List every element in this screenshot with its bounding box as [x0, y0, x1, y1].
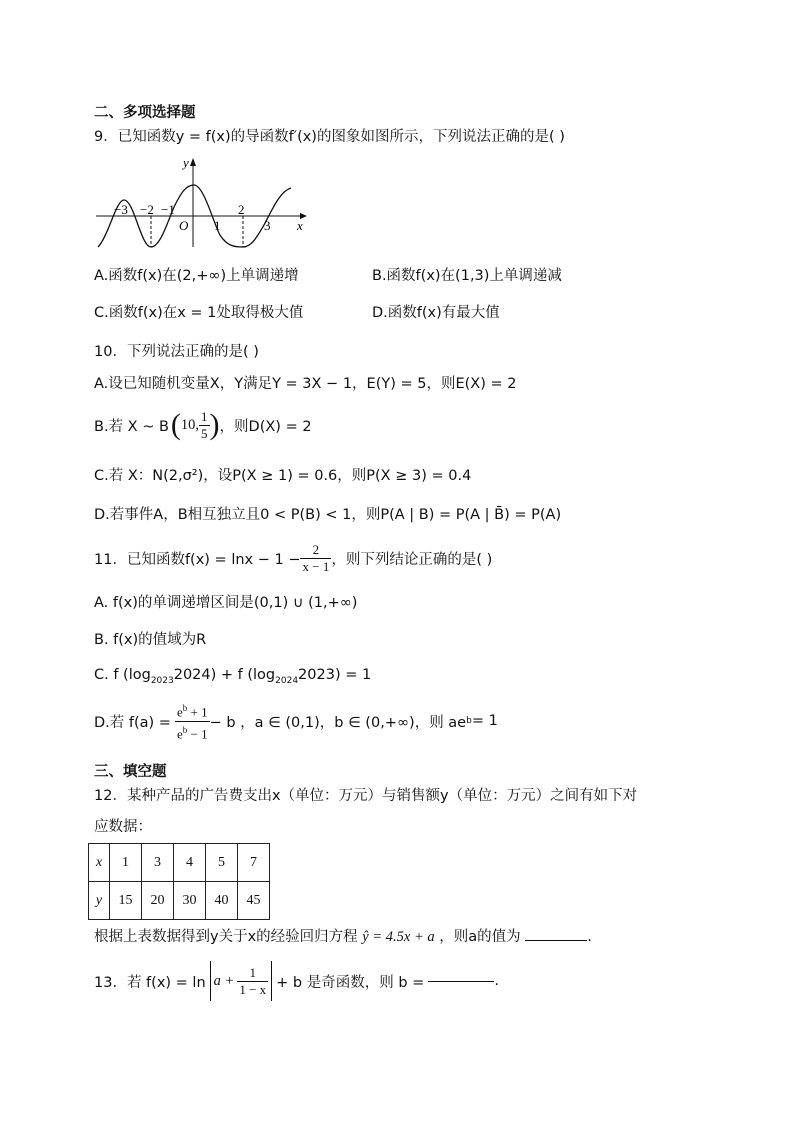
q11-frac-num: 2 [300, 542, 331, 559]
tick-neg1: −1 [161, 202, 175, 217]
y-axis-arrow [190, 158, 196, 166]
q10-b-paren-open: ( [170, 408, 181, 441]
q12-after-table [94, 925, 592, 946]
origin-label: O [179, 218, 189, 233]
q13-frac-num: 1 [237, 965, 268, 982]
tick-neg3: −3 [114, 202, 128, 217]
q11-d-fraction [175, 700, 210, 742]
table-cell: 3 [142, 844, 174, 882]
q10-option-b [94, 405, 312, 445]
q9-option-b: B.函数f(x)在(1,3)上单调递减 [372, 268, 562, 284]
table-cell: 45 [238, 882, 270, 920]
tick-3: 3 [264, 218, 271, 233]
q10-b-fraction [199, 409, 210, 442]
q11-frac-den: x − 1 [302, 558, 330, 574]
table-row-x [89, 844, 270, 882]
q13-abs-a: a + [213, 972, 235, 989]
q10-option-c: C.若 X：N(2,σ²)，设P(X ≥ 1) = 0.6，则P(X ≥ 3) = 0.4 [94, 468, 472, 484]
q10-b-paren-close: ) [209, 408, 220, 441]
q10-b-post: ，则D(X) = 2 [219, 418, 312, 435]
q9-option-c: C.函数f(x)在x = 1处取得极大值 [94, 305, 304, 321]
y-axis-label: y [183, 155, 189, 170]
tick-1: 1 [214, 218, 221, 233]
table-cell: 40 [206, 882, 238, 920]
q13-stem [94, 959, 499, 1003]
q13-end: . [494, 973, 499, 989]
table-cell: 15 [110, 882, 142, 920]
q11-d-post-sup: b [466, 716, 472, 726]
x-axis-label: x [297, 218, 303, 233]
q11-c-pre: C. f (log [94, 667, 151, 683]
q12-after-pre: 根据上表数据得到y关于x的经验回归方程 [94, 929, 358, 945]
tick-neg2: −2 [140, 202, 154, 217]
q13-answer-blank[interactable] [428, 981, 494, 982]
q11-c-sub2: 2024 [275, 675, 299, 686]
table-cell: 1 [110, 844, 142, 882]
q13-frac-den: 1 − x [239, 981, 267, 997]
table-cell: 5 [206, 844, 238, 882]
q11-stem-pre: 11．已知函数f(x) = lnx − 1 − [94, 551, 301, 568]
table-cell: x [89, 844, 110, 882]
q11-d-frac-den: $e^b - 1$ [176, 724, 208, 741]
table-cell: 4 [174, 844, 206, 882]
table-cell: 30 [174, 882, 206, 920]
q9-option-a: A.函数f(x)在(2,+∞)上单调递增 [94, 268, 299, 284]
q12-after-post: ，则a的值为 [439, 929, 521, 945]
abs-bar-left [210, 961, 211, 1001]
q11-d-pre: D.若 f(a) = [94, 714, 171, 731]
table-cell: 20 [142, 882, 174, 920]
q12-stem-line1: 12．某种产品的广告费支出x（单位：万元）与销售额y（单位：万元）之间有如下对 [94, 788, 638, 804]
q12-data-table [88, 843, 270, 920]
q11-d-frac-num: $e^b + 1$ [175, 700, 210, 721]
q11-option-d [94, 700, 498, 742]
q11-option-a: A. f(x)的单调递增区间是(0,1) ∪ (1,+∞) [94, 595, 358, 611]
section-title-fill-in: 三、填空题 [94, 764, 167, 780]
abs-bar-right [271, 961, 272, 1001]
q12-regression-eq: ŷ = 4.5x + a [362, 929, 435, 945]
q10-b-frac-num: 1 [201, 408, 208, 424]
q9-stem: 9．已知函数y = f(x)的导函数f′(x)的图象如图所示，下列说法正确的是( ) [94, 129, 565, 145]
q10-option-a: A.设已知随机变量X，Y满足Y = 3X − 1，E(Y) = 5，则E(X) = 2 [94, 376, 517, 392]
q10-stem: 10．下列说法正确的是( ) [94, 344, 259, 360]
q11-option-c [94, 667, 371, 686]
q12-stem-line2: 应数据： [94, 819, 152, 835]
q10-b-inner: 10, [180, 416, 200, 433]
q9-option-d: D.函数f(x)有最大值 [372, 305, 500, 321]
q11-stem [94, 537, 492, 579]
q11-d-tail: = 1 [471, 713, 498, 729]
q11-c-sub1: 2023 [150, 675, 174, 686]
q11-stem-post: ，则下列结论正确的是( ) [331, 551, 493, 568]
q11-c-post: 2023) = 1 [298, 667, 372, 683]
q13-post: + b 是奇函数，则 b = [276, 974, 425, 991]
q11-stem-fraction [300, 542, 331, 575]
q13-fraction [237, 965, 268, 998]
q12-after-end: . [587, 929, 592, 945]
q10-b-frac-den: 5 [201, 425, 208, 441]
q11-c-mid: 2024) + f (log [173, 667, 276, 683]
q13-pre: 13．若 f(x) = ln [94, 974, 206, 991]
table-row-y [89, 882, 270, 920]
derivative-graph [94, 155, 309, 251]
q11-option-b: B. f(x)的值域为R [94, 632, 207, 648]
table-cell: 7 [238, 844, 270, 882]
tick-2: 2 [238, 202, 245, 217]
q10-b-pre: B.若 X ~ B [94, 418, 169, 435]
section-title-multiple-choice: 二、多项选择题 [94, 105, 196, 121]
q11-d-post: − b ，a ∈ (0,1)，b ∈ (0,+∞)，则 ae [209, 714, 467, 731]
q10-option-d: D.若事件A，B相互独立且0 < P(B) < 1，则P(A | B) = P(A | B̄) = P(A) [94, 507, 562, 523]
q12-answer-blank[interactable] [525, 940, 587, 941]
table-cell: y [89, 882, 110, 920]
